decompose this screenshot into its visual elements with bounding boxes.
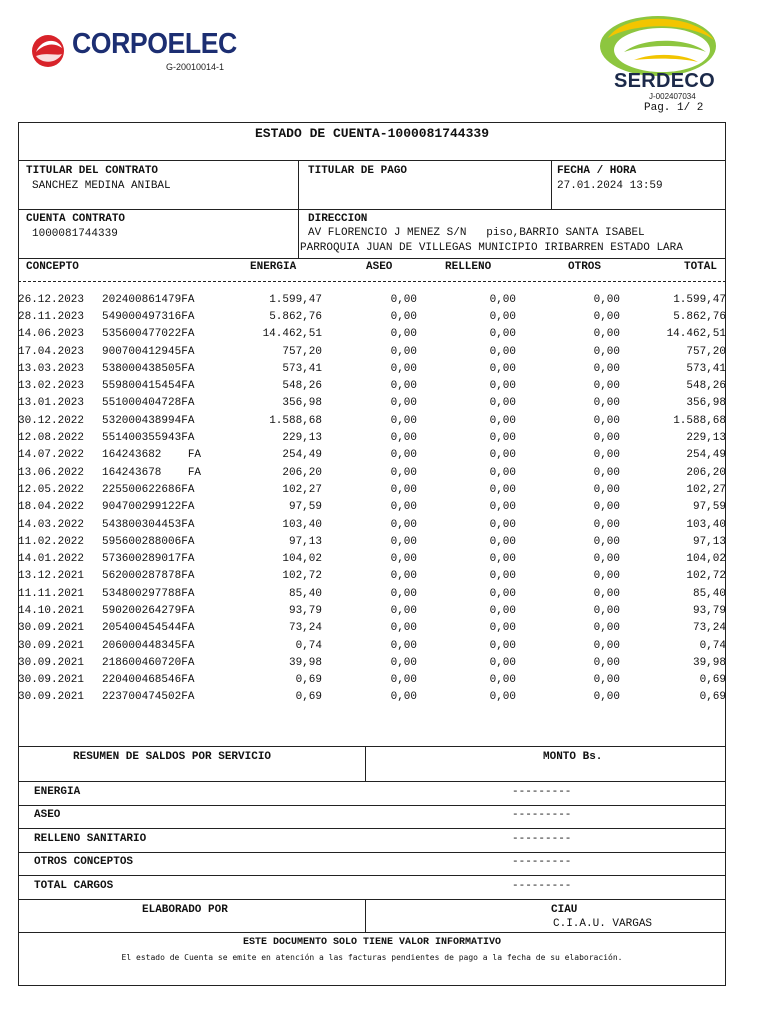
row-energia: 0,74 <box>295 639 322 652</box>
row-document: 535600477022FA <box>102 328 195 341</box>
row-energia: 229,13 <box>282 432 322 445</box>
row-otros: 0,00 <box>593 501 620 514</box>
divider <box>18 258 726 259</box>
row-relleno: 0,00 <box>489 449 516 462</box>
row-relleno: 0,00 <box>489 345 516 358</box>
row-date: 12.08.2022 <box>18 432 85 445</box>
summary-item-energia: ENERGIA <box>34 786 81 798</box>
row-energia: 1.599,47 <box>269 293 322 306</box>
row-relleno: 0,00 <box>489 380 516 393</box>
titular-contrato-value: SANCHEZ MEDINA ANIBAL <box>32 180 171 192</box>
summary-item-relleno: RELLENO SANITARIO <box>34 833 147 845</box>
row-aseo: 0,00 <box>390 483 417 496</box>
row-otros: 0,00 <box>593 414 620 427</box>
row-aseo: 0,00 <box>390 432 417 445</box>
serdeco-logo-icon <box>594 8 718 78</box>
row-relleno: 0,00 <box>489 397 516 410</box>
divider <box>18 932 726 933</box>
table-row <box>18 654 726 671</box>
col-total: TOTAL <box>684 261 718 273</box>
row-energia: 0,69 <box>295 691 322 704</box>
row-energia: 206,20 <box>282 466 322 479</box>
row-total: 102,72 <box>686 570 726 583</box>
row-total: 0,69 <box>699 674 726 687</box>
row-otros: 0,00 <box>593 362 620 375</box>
row-date: 14.07.2022 <box>18 449 85 462</box>
row-total: 5.862,76 <box>673 310 726 323</box>
col-energia: ENERGIA <box>250 261 297 273</box>
row-document: 205400454544FA <box>102 622 195 635</box>
summary-amount-otros: --------- <box>512 856 572 868</box>
row-date: 30.09.2021 <box>18 656 85 669</box>
row-otros: 0,00 <box>593 449 620 462</box>
row-energia: 14.462,51 <box>262 328 322 341</box>
row-otros: 0,00 <box>593 553 620 566</box>
row-aseo: 0,00 <box>390 466 417 479</box>
cuenta-contrato-label: CUENTA CONTRATO <box>26 213 126 225</box>
summary-amount-aseo: --------- <box>512 809 572 821</box>
row-total: 14.462,51 <box>666 328 726 341</box>
table-row <box>18 429 726 446</box>
row-document: 543800304453FA <box>102 518 195 531</box>
row-document: 549000497316FA <box>102 310 195 323</box>
table-row <box>18 568 726 585</box>
row-energia: 0,69 <box>295 674 322 687</box>
row-otros: 0,00 <box>593 570 620 583</box>
row-total: 229,13 <box>686 432 726 445</box>
row-total: 103,40 <box>686 518 726 531</box>
row-energia: 97,13 <box>288 535 322 548</box>
row-document: 590200264279FA <box>102 604 195 617</box>
row-date: 30.09.2021 <box>18 622 85 635</box>
row-energia: 93,79 <box>288 604 322 617</box>
row-energia: 548,26 <box>282 380 322 393</box>
row-aseo: 0,00 <box>390 345 417 358</box>
row-energia: 102,72 <box>282 570 322 583</box>
informative-notice: ESTE DOCUMENTO SOLO TIENE VALOR INFORMATIVO <box>242 937 502 948</box>
row-energia: 97,59 <box>288 501 322 514</box>
row-total: 73,24 <box>692 622 726 635</box>
row-aseo: 0,00 <box>390 449 417 462</box>
direccion-line-2: PARROQUIA JUAN DE VILLEGAS MUNICIPIO IRIBARREN ESTADO LARA <box>300 242 683 254</box>
direccion-label: DIRECCION <box>308 213 368 225</box>
ciau-value: C.I.A.U. VARGAS <box>553 918 653 930</box>
row-aseo: 0,00 <box>390 604 417 617</box>
cuenta-contrato-value: 1000081744339 <box>32 228 118 240</box>
row-total: 104,02 <box>686 553 726 566</box>
row-total: 97,59 <box>692 501 726 514</box>
row-relleno: 0,00 <box>489 535 516 548</box>
row-otros: 0,00 <box>593 483 620 496</box>
table-row <box>18 585 726 602</box>
row-date: 14.06.2023 <box>18 328 85 341</box>
divider <box>551 160 552 209</box>
divider <box>18 746 726 747</box>
row-relleno: 0,00 <box>489 466 516 479</box>
row-aseo: 0,00 <box>390 639 417 652</box>
row-relleno: 0,00 <box>489 587 516 600</box>
row-energia: 356,98 <box>282 397 322 410</box>
row-energia: 104,02 <box>282 553 322 566</box>
row-total: 757,20 <box>686 345 726 358</box>
row-document: 551400355943FA <box>102 432 195 445</box>
row-document: 551000404728FA <box>102 397 195 410</box>
row-date: 30.09.2021 <box>18 691 85 704</box>
row-date: 11.11.2021 <box>18 587 85 600</box>
row-total: 1.588,68 <box>673 414 726 427</box>
row-otros: 0,00 <box>593 397 620 410</box>
summary-amount-relleno: --------- <box>512 833 572 845</box>
row-document: 562000287878FA <box>102 570 195 583</box>
row-aseo: 0,00 <box>390 310 417 323</box>
row-energia: 85,40 <box>288 587 322 600</box>
row-aseo: 0,00 <box>390 328 417 341</box>
row-aseo: 0,00 <box>390 691 417 704</box>
table-row <box>18 550 726 567</box>
row-date: 11.02.2022 <box>18 535 85 548</box>
row-relleno: 0,00 <box>489 674 516 687</box>
row-document: 218600460720FA <box>102 656 195 669</box>
col-relleno: RELLENO <box>445 261 492 273</box>
table-row <box>18 516 726 533</box>
row-total: 254,49 <box>686 449 726 462</box>
row-relleno: 0,00 <box>489 639 516 652</box>
row-total: 0,69 <box>699 691 726 704</box>
row-aseo: 0,00 <box>390 518 417 531</box>
row-document: 595600288006FA <box>102 535 195 548</box>
table-row <box>18 377 726 394</box>
titular-contrato-label: TITULAR DEL CONTRATO <box>26 165 159 177</box>
row-document: 206000448345FA <box>102 639 195 652</box>
row-total: 206,20 <box>686 466 726 479</box>
summary-item-otros: OTROS CONCEPTOS <box>34 856 134 868</box>
row-aseo: 0,00 <box>390 362 417 375</box>
row-date: 13.06.2022 <box>18 466 85 479</box>
divider <box>365 746 366 781</box>
row-relleno: 0,00 <box>489 328 516 341</box>
row-relleno: 0,00 <box>489 518 516 531</box>
summary-item-aseo: ASEO <box>34 809 61 821</box>
table-row <box>18 343 726 360</box>
row-document: 202400861479FA <box>102 293 195 306</box>
divider <box>18 209 726 210</box>
row-date: 26.12.2023 <box>18 293 85 306</box>
row-document: 532000438994FA <box>102 414 195 427</box>
ciau-label: CIAU <box>551 904 578 916</box>
table-row <box>18 637 726 654</box>
row-relleno: 0,00 <box>489 501 516 514</box>
row-aseo: 0,00 <box>390 535 417 548</box>
row-relleno: 0,00 <box>489 293 516 306</box>
row-document: 534800297788FA <box>102 587 195 600</box>
row-total: 39,98 <box>692 656 726 669</box>
row-total: 573,41 <box>686 362 726 375</box>
page-number: Pag. 1/ 2 <box>644 102 704 114</box>
table-row <box>18 672 726 689</box>
titular-pago-label: TITULAR DE PAGO <box>308 165 408 177</box>
row-relleno: 0,00 <box>489 691 516 704</box>
row-date: 13.02.2023 <box>18 380 85 393</box>
row-total: 1.599,47 <box>673 293 726 306</box>
row-otros: 0,00 <box>593 639 620 652</box>
direccion-line-1: AV FLORENCIO J MENEZ S/N piso,BARRIO SANTA ISABEL <box>308 227 645 239</box>
row-document: 220400468546FA <box>102 674 195 687</box>
company-rif: G-20010014-1 <box>166 62 225 72</box>
row-total: 85,40 <box>692 587 726 600</box>
divider <box>18 828 726 829</box>
row-date: 13.12.2021 <box>18 570 85 583</box>
row-relleno: 0,00 <box>489 622 516 635</box>
table-row <box>18 602 726 619</box>
row-document: 900700412945FA <box>102 345 195 358</box>
row-date: 30.12.2022 <box>18 414 85 427</box>
row-otros: 0,00 <box>593 535 620 548</box>
row-aseo: 0,00 <box>390 501 417 514</box>
row-aseo: 0,00 <box>390 293 417 306</box>
elaborado-label: ELABORADO POR <box>142 904 228 916</box>
table-row <box>18 326 726 343</box>
table-row <box>18 447 726 464</box>
row-date: 30.09.2021 <box>18 639 85 652</box>
summary-amount-header: MONTO Bs. <box>543 751 603 763</box>
row-relleno: 0,00 <box>489 604 516 617</box>
row-otros: 0,00 <box>593 328 620 341</box>
row-otros: 0,00 <box>593 691 620 704</box>
divider <box>18 805 726 806</box>
row-energia: 757,20 <box>282 345 322 358</box>
table-row <box>18 412 726 429</box>
table-row <box>18 360 726 377</box>
fecha-label: FECHA / HORA <box>557 165 637 177</box>
row-energia: 103,40 <box>282 518 322 531</box>
row-aseo: 0,00 <box>390 553 417 566</box>
row-document: 538000438505FA <box>102 362 195 375</box>
divider <box>18 781 726 782</box>
row-otros: 0,00 <box>593 466 620 479</box>
row-otros: 0,00 <box>593 604 620 617</box>
row-date: 13.03.2023 <box>18 362 85 375</box>
divider <box>18 875 726 876</box>
row-document: 164243682 FA <box>102 449 202 462</box>
row-energia: 254,49 <box>282 449 322 462</box>
company-name: CORPOELEC <box>72 28 237 60</box>
table-row <box>18 620 726 637</box>
row-relleno: 0,00 <box>489 414 516 427</box>
row-aseo: 0,00 <box>390 570 417 583</box>
row-date: 30.09.2021 <box>18 674 85 687</box>
divider <box>365 899 366 932</box>
row-document: 559800415454FA <box>102 380 195 393</box>
summary-title: RESUMEN DE SALDOS POR SERVICIO <box>73 751 272 763</box>
row-relleno: 0,00 <box>489 570 516 583</box>
table-row <box>18 308 726 325</box>
row-otros: 0,00 <box>593 345 620 358</box>
divider <box>18 160 726 161</box>
col-otros: OTROS <box>568 261 602 273</box>
divider <box>18 899 726 900</box>
serdeco-name: SERDECO <box>614 70 716 92</box>
row-total: 0,74 <box>699 639 726 652</box>
row-aseo: 0,00 <box>390 380 417 393</box>
table-row <box>18 689 726 706</box>
row-relleno: 0,00 <box>489 553 516 566</box>
row-date: 28.11.2023 <box>18 310 85 323</box>
row-otros: 0,00 <box>593 310 620 323</box>
row-document: 164243678 FA <box>102 466 202 479</box>
statement-title: ESTADO DE CUENTA-1000081744339 <box>254 126 490 141</box>
table-row <box>18 291 726 308</box>
invoice-rows <box>18 291 726 706</box>
col-concepto: CONCEPTO <box>26 261 79 273</box>
row-relleno: 0,00 <box>489 432 516 445</box>
row-date: 14.01.2022 <box>18 553 85 566</box>
row-energia: 102,27 <box>282 483 322 496</box>
row-aseo: 0,00 <box>390 656 417 669</box>
row-date: 14.10.2021 <box>18 604 85 617</box>
informative-detail: El estado de Cuenta se emite en atención a las facturas pendientes de pago a la fecha de su elaboración. <box>121 953 623 962</box>
row-otros: 0,00 <box>593 587 620 600</box>
row-aseo: 0,00 <box>390 587 417 600</box>
row-document: 225500622686FA <box>102 483 195 496</box>
table-row <box>18 499 726 516</box>
row-otros: 0,00 <box>593 656 620 669</box>
row-date: 17.04.2023 <box>18 345 85 358</box>
divider <box>298 160 299 258</box>
row-relleno: 0,00 <box>489 362 516 375</box>
row-document: 904700299122FA <box>102 501 195 514</box>
row-document: 223700474502FA <box>102 691 195 704</box>
row-total: 548,26 <box>686 380 726 393</box>
row-energia: 1.588,68 <box>269 414 322 427</box>
row-energia: 73,24 <box>288 622 322 635</box>
row-aseo: 0,00 <box>390 414 417 427</box>
row-relleno: 0,00 <box>489 483 516 496</box>
col-aseo: ASEO <box>366 261 393 273</box>
row-total: 93,79 <box>692 604 726 617</box>
row-total: 102,27 <box>686 483 726 496</box>
fecha-value: 27.01.2024 13:59 <box>557 180 663 192</box>
row-date: 13.01.2023 <box>18 397 85 410</box>
table-row <box>18 533 726 550</box>
row-energia: 573,41 <box>282 362 322 375</box>
row-aseo: 0,00 <box>390 674 417 687</box>
row-energia: 5.862,76 <box>269 310 322 323</box>
row-otros: 0,00 <box>593 380 620 393</box>
row-otros: 0,00 <box>593 293 620 306</box>
table-row <box>18 464 726 481</box>
table-header-dash <box>18 281 726 282</box>
table-row <box>18 481 726 498</box>
row-otros: 0,00 <box>593 622 620 635</box>
divider <box>18 852 726 853</box>
invoice-table <box>18 291 726 706</box>
row-total: 356,98 <box>686 397 726 410</box>
row-aseo: 0,00 <box>390 622 417 635</box>
row-total: 97,13 <box>692 535 726 548</box>
row-document: 573600289017FA <box>102 553 195 566</box>
row-relleno: 0,00 <box>489 310 516 323</box>
row-aseo: 0,00 <box>390 397 417 410</box>
summary-amount-energia: --------- <box>512 786 572 798</box>
summary-item-total: TOTAL CARGOS <box>34 880 114 892</box>
serdeco-rif: J-002407034 <box>649 92 696 101</box>
row-energia: 39,98 <box>288 656 322 669</box>
row-date: 12.05.2022 <box>18 483 85 496</box>
row-otros: 0,00 <box>593 518 620 531</box>
row-otros: 0,00 <box>593 674 620 687</box>
row-date: 14.03.2022 <box>18 518 85 531</box>
summary-amount-total: --------- <box>512 880 572 892</box>
row-otros: 0,00 <box>593 432 620 445</box>
row-date: 18.04.2022 <box>18 501 85 514</box>
table-row <box>18 395 726 412</box>
row-relleno: 0,00 <box>489 656 516 669</box>
